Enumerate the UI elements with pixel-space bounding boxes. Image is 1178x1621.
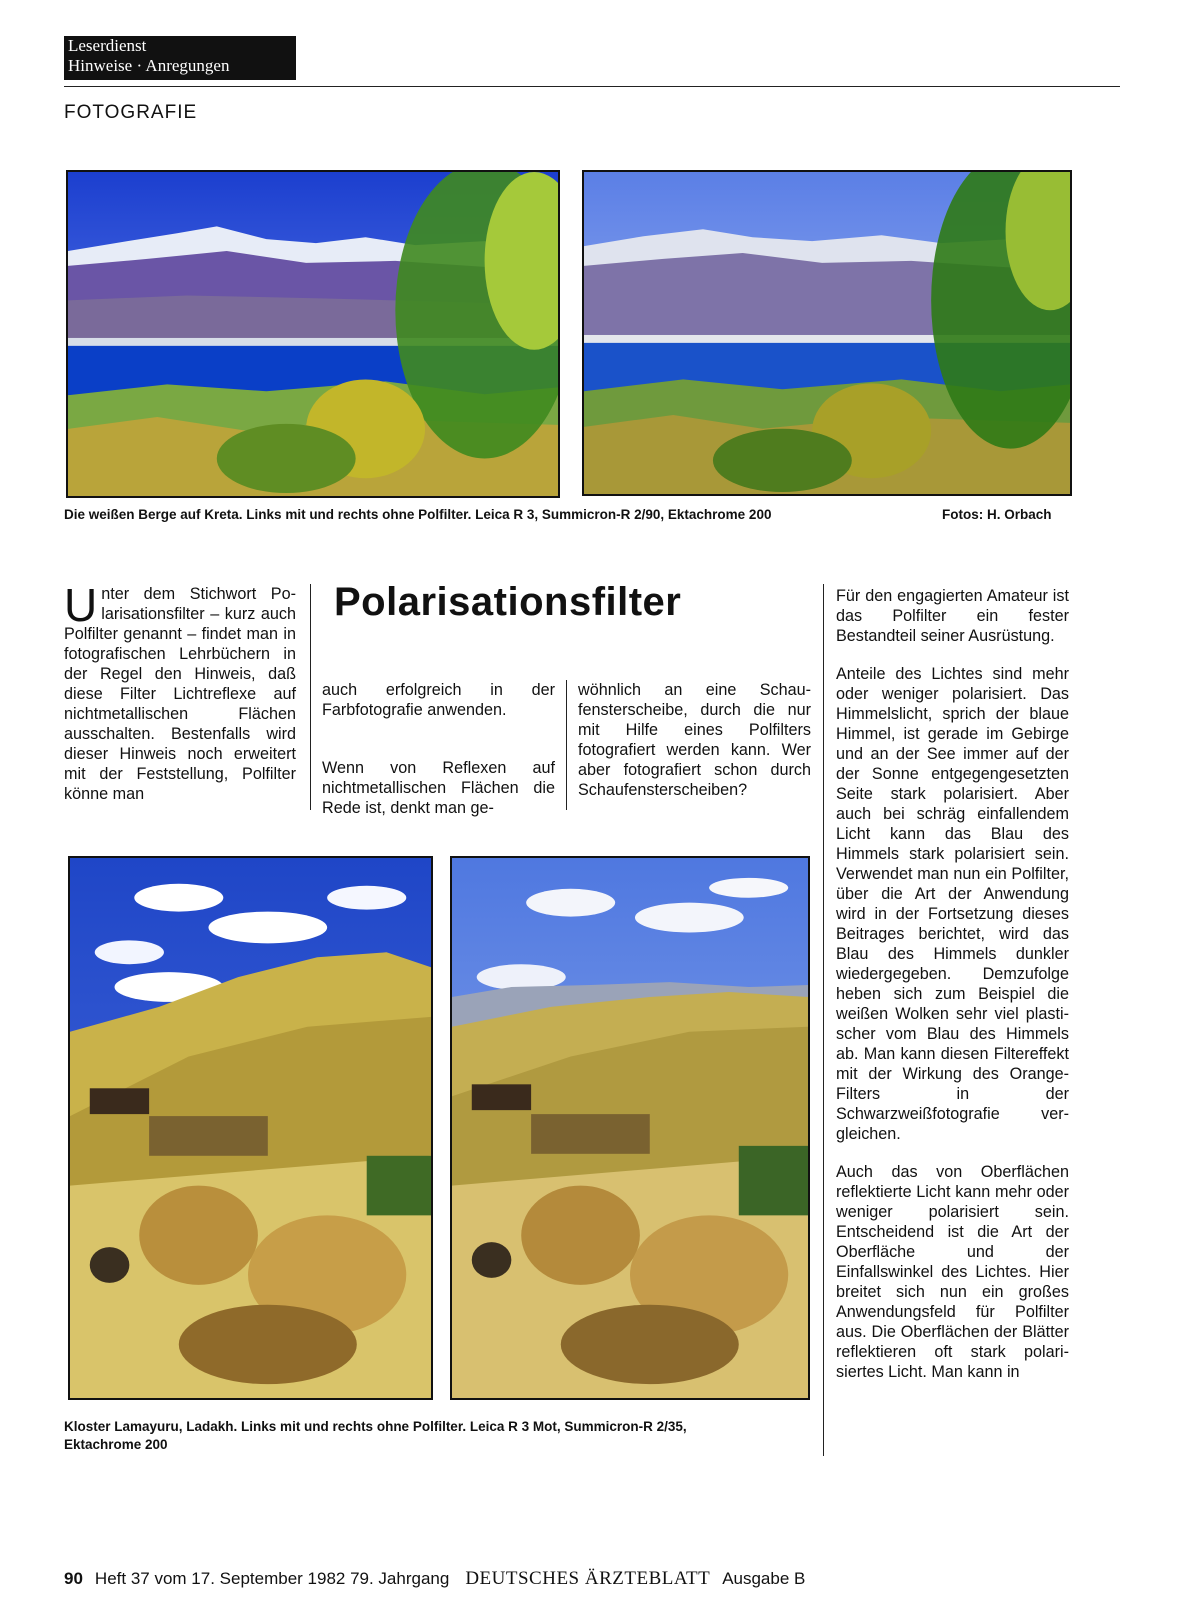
col2-paragraph-2: Wenn von Reflexen auf nichtmetallischen Flächen die Rede ist, denkt man ge- [322, 759, 555, 817]
photo-credit: Fotos: H. Orbach [942, 507, 1052, 522]
col3-paragraph: wöhnlich an eine Schaufensterscheibe, durch die nur mit Hilfe eines Polfilters fotografiert werden kann. Wer aber fotografiert schon durch Schaufensterscheiben? [578, 681, 811, 799]
column-header-box [64, 36, 296, 80]
col4-paragraph-1: Für den engagierten Amateur ist das Polfilter ein fester Bestandteil seiner Ausrüstung. [836, 587, 1069, 645]
column-rule-2 [566, 680, 567, 810]
page-number: 90 [64, 1569, 83, 1588]
header-line-2: Hinweise · Anregungen [68, 56, 230, 75]
caption-bottom-line-1: Kloster Lamayuru, Ladakh. Links mit und rechts ohne Polfilter. Leica R 3 Mot, Summicron-R 2/35, [64, 1419, 687, 1434]
article-column-3 [578, 680, 811, 800]
col1-text: nter dem Stichwort Polarisationsfilter – kurz auch Polfilter genannt – findet man in fotografischen Lehrbüchern in der Regel den Hinweis, daß diese Filter Lichtreflexe auf nichtmetallischen Flächen ausschalten. Bestenfalls wird dieser Hinweis noch erweitert mit der Feststellung, Polfilter könne man [64, 585, 296, 803]
col4-paragraph-2: Anteile des Lichtes sind mehr oder weniger polarisiert. Das Himmelslicht, sprich der blaue Himmel, ist gerade im Gebirge und an der See immer auf der der Sonne entgegengesetzten Seite stark polarisiert. Aber auch bei schräg einfallendem Licht kann das Blau des Himmels stark polarisiert sein. Verwendet man nun ein Polfilter, über die Art der Anwendung wird in der Fortsetzung dieses Beitrages berichtet, wird das Blau des Himmels dunkler wiedergegeben. Demzufolge heben sich zum Beispiel die weißen Wolken sehr viel plastischer vom Blau des Himmels ab. Man kann diesen Filtereffekt mit der Wirkung des Orange-Filters in der Schwarzweißfotografie vergleichen. [836, 665, 1069, 1143]
caption-bottom-line-2: Ektachrome 200 [64, 1437, 168, 1452]
col4-paragraph-3: Auch das von Oberflächen reflektierte Licht kann mehr oder weniger polarisiert sein. Entscheidend ist die Art der Oberfläche und der Einfallswinkel des Lichtes. Hier breitet sich nun ein großes Anwendungsfeld für Polfilter aus. Die Oberflächen der Blätter reflektieren oft stark polarisiertes Licht. Man kann in [836, 1163, 1069, 1381]
article-column-2 [322, 680, 555, 818]
photo-crete-with-filter [66, 170, 560, 498]
column-rule-3 [823, 584, 824, 1456]
photo-lamayuru-with-filter [68, 856, 433, 1400]
header-line-1: Leserdienst [68, 36, 147, 55]
section-label: FOTOGRAFIE [64, 102, 198, 123]
figure-caption-top: Die weißen Berge auf Kreta. Links mit und rechts ohne Polfilter. Leica R 3, Summicron-R 2/90, Ektachrome 200 [64, 507, 772, 522]
figure-caption-bottom [64, 1418, 687, 1454]
col2-paragraph-1: auch erfolgreich in der Farbfotografie anwenden. [322, 681, 555, 719]
column-rule-1 [310, 584, 311, 810]
photo-lamayuru-without-filter [450, 856, 810, 1400]
photo-crete-without-filter [582, 170, 1072, 496]
issue-info: Heft 37 vom 17. September 1982 79. Jahrgang [94, 1569, 450, 1588]
header-rule [64, 86, 1120, 87]
page-footer [64, 1568, 805, 1590]
journal-masthead: DEUTSCHES ÄRZTEBLATT [465, 1568, 711, 1589]
article-title: Polarisationsfilter [334, 580, 682, 624]
edition-label: Ausgabe B [722, 1569, 806, 1588]
article-column-1 [64, 579, 296, 804]
drop-cap: U [64, 579, 98, 631]
article-column-4 [836, 586, 1069, 1382]
